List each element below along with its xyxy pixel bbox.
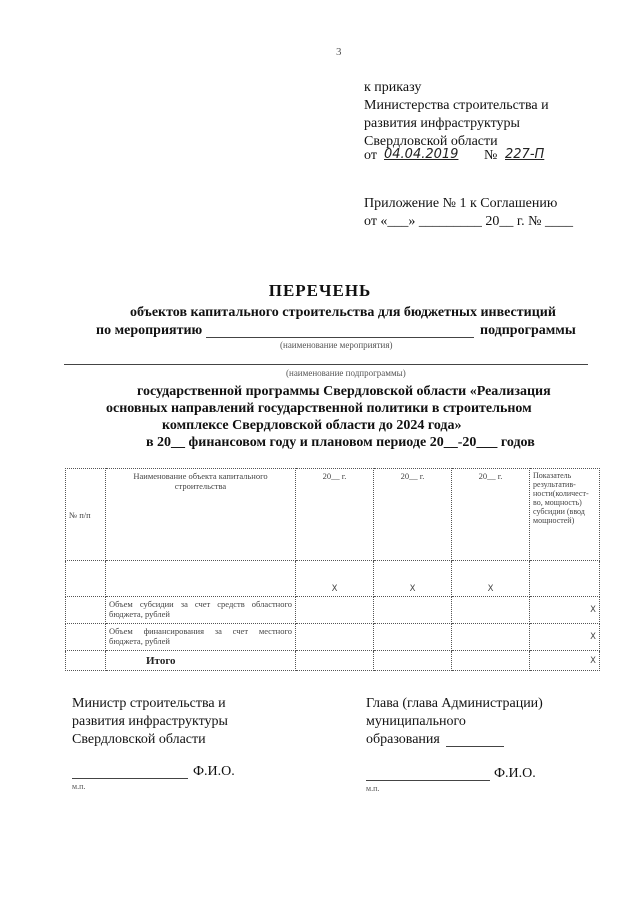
table-cell (296, 624, 374, 651)
table-cell (66, 651, 106, 671)
table-cell (374, 624, 452, 651)
column-header: Показатель результатив-ности(количест-во, мощность) субсидии (ввод мощностей) (530, 469, 600, 561)
column-header: 20__ г. (452, 469, 530, 561)
table-total-row (66, 651, 600, 671)
stamp-place: м.п. (72, 782, 86, 791)
table-cell (374, 651, 452, 671)
header-line: к приказу (364, 80, 422, 95)
subtitle-line2-suffix: подпрограммы (480, 323, 576, 338)
measure-hint: (наименование мероприятия) (280, 340, 393, 350)
table-header-row (66, 469, 600, 561)
header-line: Свердловской области (364, 134, 498, 149)
measure-blank-line (206, 337, 474, 338)
x-mark: X (530, 597, 600, 624)
header-line: развития инфраструктуры (364, 116, 520, 131)
document-title: ПЕРЕЧЕНЬ (268, 281, 372, 300)
subprogram-hint: (наименование подпрограммы) (286, 368, 406, 378)
table-cell (66, 624, 106, 651)
order-number: 227-П (505, 147, 545, 162)
header-line: Министерства строительства и (364, 98, 549, 113)
table-cell (452, 624, 530, 651)
subtitle-line3: государственной программы Свердловской области «Реализация (137, 384, 551, 399)
row-label: Объем субсидии за счет средств областного бюджета, рублей (106, 597, 296, 624)
column-header: 20__ г. (374, 469, 452, 561)
signature-line-text: образования (366, 732, 440, 747)
column-header: 20__ г. (296, 469, 374, 561)
subtitle-line6: в 20__ финансовом году и плановом периоде 20__-20___ годов (146, 435, 535, 450)
x-mark: X (530, 651, 600, 671)
total-label: Итого (106, 651, 296, 671)
column-header: Наименование объекта капитального строительства (106, 469, 296, 561)
x-mark: X (452, 561, 530, 597)
x-mark: X (530, 624, 600, 651)
signature-line-text: Свердловской области (72, 732, 206, 747)
subtitle-line1: объектов капитального строительства для бюджетных инвестиций (130, 305, 556, 320)
table-cell (374, 597, 452, 624)
table-cell (530, 561, 600, 597)
signature-line-text: развития инфраструктуры (72, 714, 228, 729)
objects-table (65, 468, 600, 671)
signature-line-text: муниципального (366, 714, 466, 729)
table-row (66, 624, 600, 651)
column-header: № п/п (66, 469, 106, 561)
stamp-place: м.п. (366, 784, 380, 793)
appendix-line1: Приложение № 1 к Соглашению (364, 196, 558, 211)
table-cell (66, 561, 106, 597)
fio-label: Ф.И.О. (494, 766, 536, 781)
fio-label: Ф.И.О. (193, 764, 235, 779)
number-prefix: № (484, 148, 498, 163)
table-row (66, 561, 600, 597)
subtitle-line5: комплексе Свердловской области до 2024 года» (162, 418, 462, 433)
table-row (66, 597, 600, 624)
subtitle-line2-prefix: по мероприятию (96, 323, 203, 338)
subprogram-blank-line (64, 364, 588, 365)
table-cell (452, 651, 530, 671)
subtitle-line4: основных направлений государственной политики в строительном (106, 401, 532, 416)
table-cell (66, 597, 106, 624)
signature-line (72, 778, 188, 779)
municipality-blank-line (446, 746, 504, 747)
row-label: Объем финансирования за счет местного бюджета, рублей (106, 624, 296, 651)
table-cell (452, 597, 530, 624)
x-mark: X (296, 561, 374, 597)
x-mark: X (374, 561, 452, 597)
order-date: 04.04.2019 (384, 147, 459, 162)
signature-line-text: Министр строительства и (72, 696, 226, 711)
appendix-line2: от «___» _________ 20__ г. № ____ (364, 214, 573, 229)
table-cell (296, 597, 374, 624)
page-number: 3 (336, 46, 342, 58)
table-cell (106, 561, 296, 597)
date-prefix: от (364, 148, 377, 163)
signature-line-text: Глава (глава Администрации) (366, 696, 543, 711)
table-cell (296, 651, 374, 671)
signature-line (366, 780, 490, 781)
